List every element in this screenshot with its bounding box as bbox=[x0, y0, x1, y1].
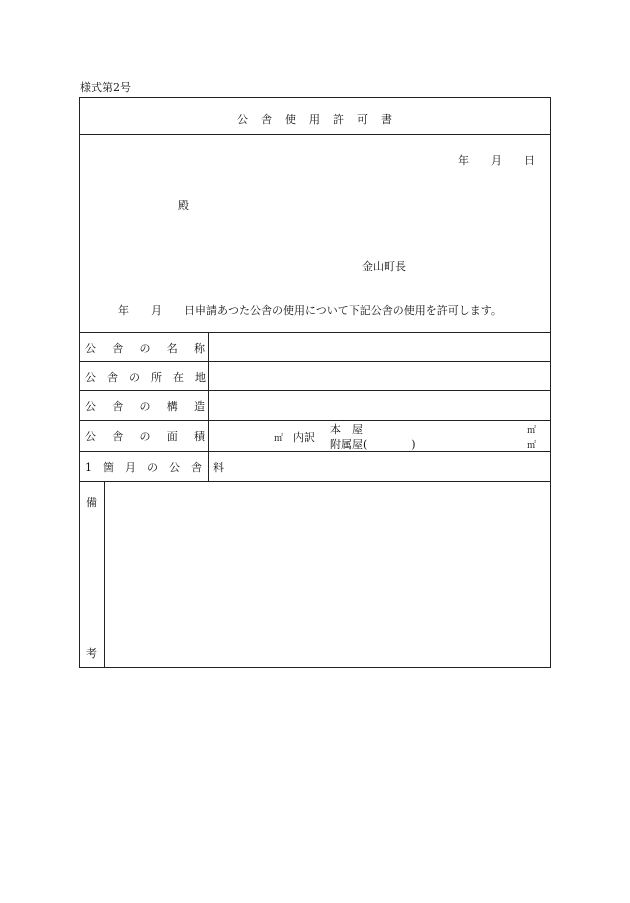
area-breakdown-label: 内訳 bbox=[293, 431, 315, 444]
row-label-structure: 公 舎 の 構 造 bbox=[85, 400, 205, 413]
remarks-label-top: 備 bbox=[86, 496, 97, 509]
area-annex-label: 附属屋( ) bbox=[330, 438, 416, 451]
remarks-column-divider bbox=[104, 481, 105, 668]
issue-date: 年 月 日 bbox=[458, 154, 535, 167]
divider-row-5 bbox=[80, 481, 550, 482]
area-main-building-unit: ㎡ bbox=[527, 426, 537, 436]
remarks-label-bottom: 考 bbox=[86, 647, 97, 660]
permit-form bbox=[79, 97, 551, 668]
form-number: 様式第2号 bbox=[80, 81, 131, 94]
divider-row-2 bbox=[80, 390, 550, 391]
divider-header bbox=[80, 332, 550, 333]
area-total-unit: ㎡ bbox=[274, 434, 284, 444]
row-label-location: 公 舎 の 所 在 地 bbox=[85, 371, 206, 384]
row-label-area: 公 舎 の 面 積 bbox=[85, 430, 205, 443]
divider-row-3 bbox=[80, 420, 550, 421]
issuer-name: 金山町長 bbox=[362, 260, 406, 273]
area-main-building-label: 本 屋 bbox=[330, 423, 363, 436]
divider-row-4 bbox=[80, 451, 550, 452]
addressee-honorific: 殿 bbox=[178, 199, 189, 212]
divider-row-1 bbox=[80, 361, 550, 362]
form-title: 公 舎 使 用 許 可 書 bbox=[237, 113, 393, 126]
row-label-name: 公 舎 の 名 称 bbox=[85, 342, 205, 355]
divider-title bbox=[80, 134, 550, 135]
permit-statement: 年 月 日申請あつた公舎の使用について下記公舎の使用を許可します。 bbox=[118, 304, 502, 317]
label-column-divider bbox=[208, 332, 209, 481]
row-label-monthly-fee: 1 箇 月 の 公 舎 料 bbox=[85, 461, 224, 474]
area-annex-unit: ㎡ bbox=[527, 441, 537, 451]
